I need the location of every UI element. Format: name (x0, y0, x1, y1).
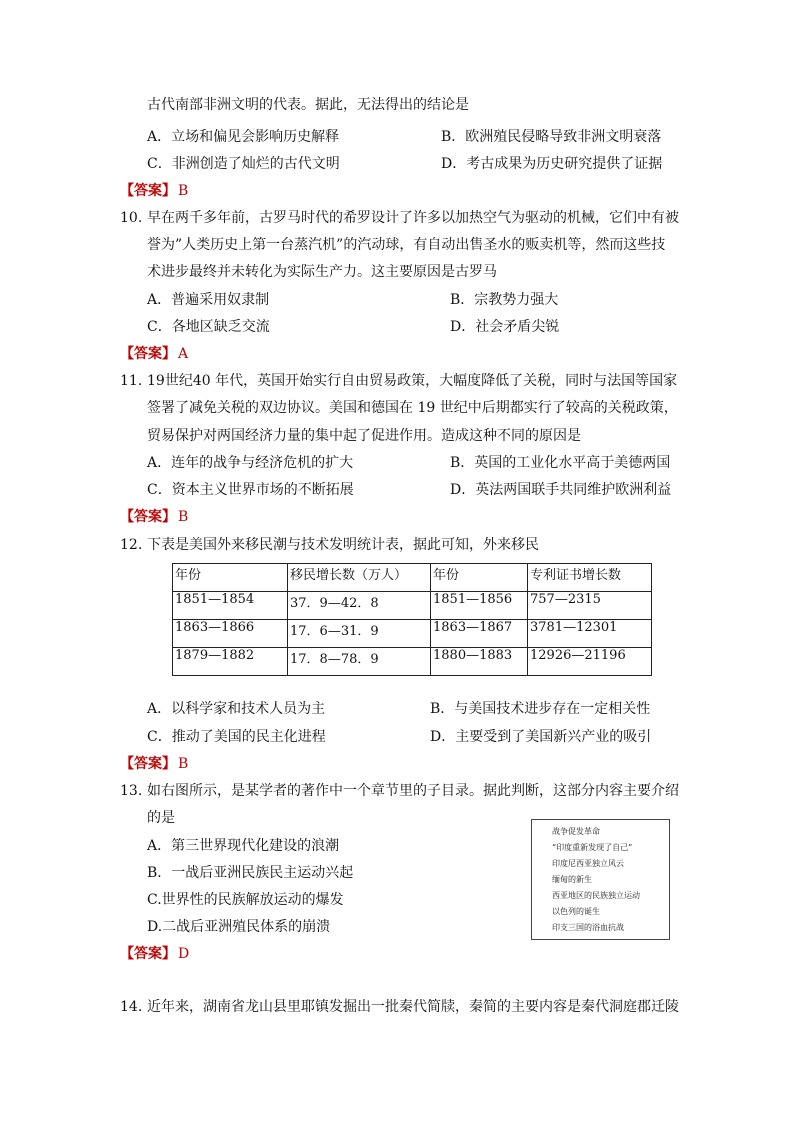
answer-label: 【答案】 (120, 346, 176, 362)
q9-answer (120, 181, 188, 201)
q12-answer (120, 754, 188, 774)
table-header-cell: 移民增长数（万人） (288, 564, 431, 592)
q13-stem-line-2: 的是 (147, 810, 175, 826)
q14-number: 14. (120, 999, 143, 1015)
q11-answer (120, 507, 188, 527)
table-header-cell: 年份 (431, 564, 528, 592)
table-cell: 17．8—78．9 (288, 648, 431, 676)
q13-stem-line-1: 如右图所示，是某学者的著作中一个章节里的子目录。据此判断，这部分内容主要介绍 (147, 783, 679, 799)
answer-value: B (178, 509, 189, 525)
q9-option-d: D．考古成果为历史研究提供了证据 (441, 156, 663, 172)
chapter-subtable-of-contents (531, 819, 670, 940)
q12-stem: 下表是美国外来移民潮与技术发明统计表，据此可知，外来移民 (147, 537, 539, 553)
table-cell: 1863—1866 (173, 620, 288, 648)
q11-stem-line-3: 贸易保护对两国经济力量的集中起了促进作用。造成这种不同的原因是 (147, 428, 581, 444)
q11-number: 11. (120, 373, 143, 389)
table-cell: 1863—1867 (431, 620, 528, 648)
table-cell: 1880—1883 (431, 648, 528, 676)
q10-option-c: C．各地区缺乏交流 (147, 319, 270, 335)
q10-option-a: A．普遍采用奴隶制 (147, 292, 270, 308)
q9-stem-tail: 古代南部非洲文明的代表。据此，无法得出的结论是 (147, 97, 469, 113)
q12-number: 12. (120, 537, 143, 553)
immigration-patent-table (172, 563, 652, 676)
answer-label: 【答案】 (120, 183, 176, 199)
table-header-cell: 专利证书增长数 (528, 564, 652, 592)
table-row (173, 620, 652, 648)
toc-item: 印支三国的浴血抗战 (552, 923, 624, 932)
toc-item: 以色列的诞生 (552, 907, 600, 916)
q10-option-d: D．社会矛盾尖锐 (450, 319, 560, 335)
table-cell: 37．9—42．8 (288, 592, 431, 620)
table-cell: 1879—1882 (173, 648, 288, 676)
q10-number: 10. (120, 210, 143, 226)
q13-option-d: D.二战后亚洲殖民体系的崩溃 (147, 919, 331, 935)
q12-option-b: B．与美国技术进步存在一定相关性 (430, 701, 651, 717)
answer-label: 【答案】 (120, 946, 176, 962)
toc-item: 西亚地区的民族独立运动 (552, 891, 640, 900)
q10-stem-line-3: 术进步最终并未转化为实际生产力。这主要原因是古罗马 (147, 264, 497, 280)
answer-value: D (178, 946, 190, 962)
q10-stem-line-2: 誉为”人类历史上第一台蒸汽机”的汽动球，有自动出售圣水的贩卖机等，然而这些技 (147, 237, 666, 253)
answer-label: 【答案】 (120, 509, 176, 525)
q13-answer (120, 944, 189, 964)
table-row (173, 592, 652, 620)
q11-option-c: C．资本主义世界市场的不断拓展 (147, 482, 354, 498)
q9-option-a: A．立场和偏见会影响历史解释 (147, 129, 340, 145)
answer-value: A (178, 346, 189, 362)
table-cell: 757—2315 (528, 592, 652, 620)
q10-answer (120, 344, 188, 364)
q13-option-a: A．第三世界现代化建设的浪潮 (147, 838, 340, 854)
table-cell: 1851—1854 (173, 592, 288, 620)
q12-option-c: C．推动了美国的民主化进程 (147, 729, 326, 745)
q11-stem-line-2: 签署了减免关税的双边协议。美国和德国在 19 世纪中后期都实行了较高的关税政策， (147, 400, 678, 416)
answer-label: 【答案】 (120, 756, 176, 772)
table-header-row (173, 564, 652, 592)
toc-item: 战争促发革命 (552, 827, 600, 836)
q11-option-a: A．连年的战争与经济危机的扩大 (147, 455, 354, 471)
q12-option-d: D．主要受到了美国新兴产业的吸引 (430, 729, 652, 745)
q14-stem: 近年来，湖南省龙山县里耶镇发掘出一批秦代简牍，秦简的主要内容是秦代洞庭郡迁陵 (147, 999, 679, 1015)
q11-stem-line-1: 19世纪40 年代，英国开始实行自由贸易政策，大幅度降低了关税，同时与法国等国家 (147, 373, 678, 389)
q12-option-a: A．以科学家和技术人员为主 (147, 701, 326, 717)
table-cell: 12926—21196 (528, 648, 652, 676)
q11-option-d: D．英法两国联手共同维护欧洲利益 (450, 482, 672, 498)
toc-item: 缅甸的新生 (552, 875, 592, 884)
q10-stem-line-1: 早在两千多年前，古罗马时代的希罗设计了许多以加热空气为驱动的机械，它们中有被 (147, 210, 679, 226)
table-cell: 3781—12301 (528, 620, 652, 648)
q11-option-b: B．英国的工业化水平高于美德两国 (450, 455, 671, 471)
q13-option-b: B．一战后亚洲民族民主运动兴起 (147, 865, 354, 881)
answer-value: B (178, 183, 189, 199)
table-row (173, 648, 652, 676)
q13-option-c: C.世界性的民族解放运动的爆发 (147, 892, 344, 908)
table-cell: 17．6—31．9 (288, 620, 431, 648)
table-header-cell: 年份 (173, 564, 288, 592)
q9-option-b: B．欧洲殖民侵略导致非洲文明衰落 (441, 129, 662, 145)
toc-item: “印度重新发现了自己” (552, 843, 633, 852)
q10-option-b: B．宗教势力强大 (450, 292, 559, 308)
q9-option-c: C．非洲创造了灿烂的古代文明 (147, 156, 340, 172)
q13-number: 13. (120, 783, 143, 799)
table-cell: 1851—1856 (431, 592, 528, 620)
toc-item: 印度尼西亚独立风云 (552, 859, 624, 868)
answer-value: B (178, 756, 189, 772)
